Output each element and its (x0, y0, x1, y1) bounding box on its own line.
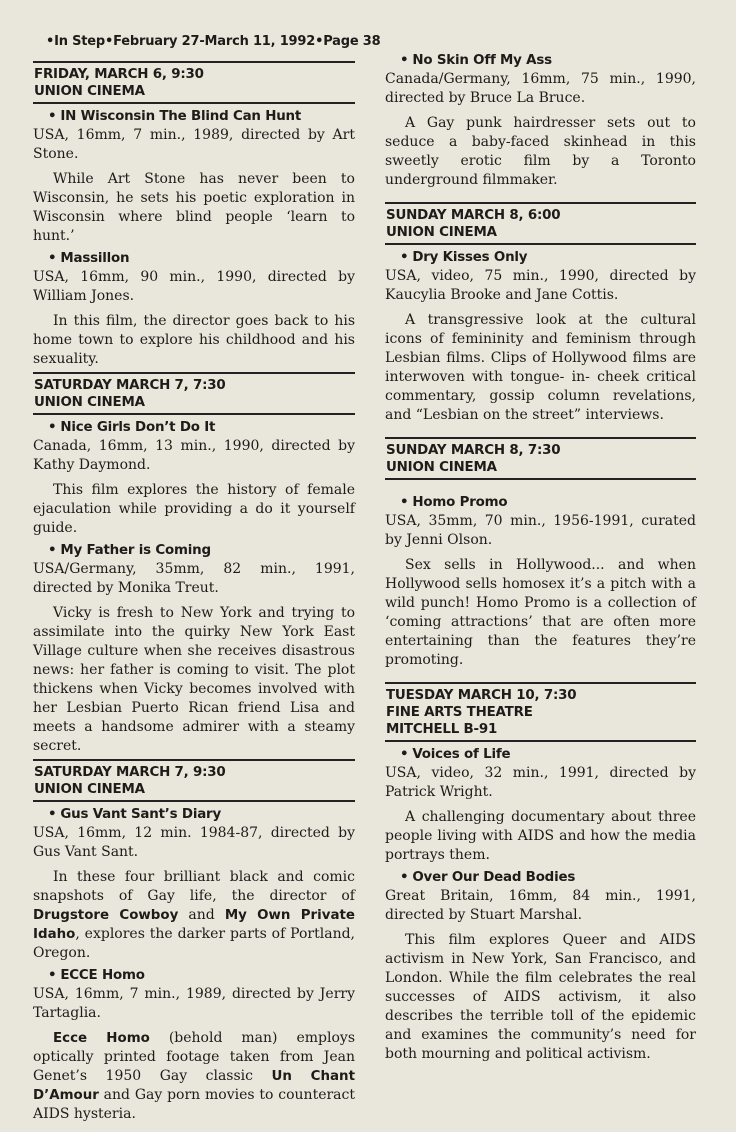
section-date: SATURDAY MARCH 7, 7:30 (34, 378, 226, 393)
film-title: • Nice Girls Don’t Do It (48, 420, 216, 435)
film-details: USA, 16mm, 12 min. 1984-87, directed by Gus Vant Sant. (33, 825, 355, 860)
section-date: SATURDAY MARCH 7, 9:30 (34, 765, 226, 780)
film-description: A challenging documentary about three people living with AIDS and how the media portrays them. (385, 809, 696, 863)
page-header: •In Step•February 27-March 11, 1992•Page 38 (46, 34, 381, 49)
section-venue: FINE ARTS THEATRE (386, 705, 533, 720)
section-header (33, 759, 355, 802)
desc-text: and (178, 907, 225, 923)
film-description: Vicky is fresh to New York and trying to assimilate into the quirky New York East Village culture when she receives disastrous news: her father is coming to visit. The plot thickens when Vicky becomes involved with her Lesbian Puerto Rican friend Lisa and meets a handsome admirer with a steamy secret. (33, 605, 355, 754)
film-details: USA, 16mm, 90 min., 1990, directed by William Jones. (33, 269, 355, 304)
film-title-text: My Father is Coming (60, 543, 211, 558)
film-reference: Drugstore Cowboy (33, 908, 179, 923)
film-description: This film explores Queer and AIDS activism in New York, San Francisco, and London. While the film celebrates the real successes of AIDS activism, it also describes the terrible toll of the epidemic and examines the community’s need for both mourning and political activism. (385, 932, 696, 1062)
section-header (385, 202, 696, 245)
section-header (33, 61, 355, 104)
film-title-text: Massillon (60, 251, 130, 266)
section-header (385, 682, 696, 742)
film-title-text: Dry Kisses Only (412, 250, 528, 265)
film-title: • Homo Promo (400, 495, 508, 510)
section-venue: UNION CINEMA (34, 395, 145, 410)
section-header (385, 437, 696, 480)
film-title: • Massillon (48, 251, 130, 266)
film-title: • Gus Vant Sant’s Diary (48, 807, 221, 822)
right-column (385, 50, 696, 1064)
film-details: USA, 16mm, 7 min., 1989, directed by Art Stone. (33, 127, 355, 162)
section-venue: UNION CINEMA (34, 782, 145, 797)
film-description: A transgressive look at the cultural icons of femininity and feminism through Lesbian films. Clips of Hollywood films are interwoven with tongue- in- cheek critical commentary, gossip column revelations, and “Lesbian on the street” interviews. (385, 312, 696, 423)
section-date: SUNDAY MARCH 8, 7:30 (386, 443, 561, 458)
film-description: In this film, the director goes back to his home town to explore his childhood and his sexuality. (33, 313, 355, 367)
film-details: Canada/Germany, 16mm, 75 min., 1990, directed by Bruce La Bruce. (385, 71, 696, 106)
film-description: While Art Stone has never been to Wisconsin, he sets his poetic exploration in Wisconsin where blind people ‘learn to hunt.’ (33, 171, 355, 244)
film-details: USA/Germany, 35mm, 82 min., 1991, directed by Monika Treut. (33, 561, 355, 596)
section-date: FRIDAY, MARCH 6, 9:30 (34, 67, 204, 82)
section-venue: UNION CINEMA (386, 460, 497, 475)
section-date: SUNDAY MARCH 8, 6:00 (386, 208, 561, 223)
film-title: • My Father is Coming (48, 543, 211, 558)
desc-text: , explores the darker parts of Portland, Oregon. (33, 926, 355, 961)
section-venue: UNION CINEMA (34, 84, 145, 99)
film-title-text: Homo Promo (412, 495, 508, 510)
film-details: Great Britain, 16mm, 84 min., 1991, directed by Stuart Marshal. (385, 888, 696, 923)
film-reference: Un Chant D’Amour (33, 1069, 355, 1103)
film-title-text: Gus Vant Sant’s Diary (60, 807, 221, 822)
film-description (33, 868, 355, 963)
film-description: Sex sells in Hollywood... and when Hollywood sells homosex it’s a pitch with a wild punch! Homo Promo is a collection of ‘coming attractions’ that are often more entertaining than the features they’re promoting. (385, 557, 696, 668)
film-title: • No Skin Off My Ass (400, 53, 552, 68)
film-reference: Ecce Homo (53, 1031, 150, 1046)
film-details: USA, video, 75 min., 1990, directed by Kaucylia Brooke and Jane Cottis. (385, 268, 696, 303)
left-column (33, 58, 355, 1124)
film-details: Canada, 16mm, 13 min., 1990, directed by Kathy Daymond. (33, 438, 355, 473)
film-description: A Gay punk hairdresser sets out to seduce a baby-faced skinhead in this sweetly erotic film by a Toronto underground filmmaker. (385, 115, 696, 188)
film-title: • Over Our Dead Bodies (400, 870, 576, 885)
section-venue: UNION CINEMA (386, 225, 497, 240)
film-title-text: Voices of Life (412, 747, 511, 762)
film-description (33, 1029, 355, 1124)
section-room: MITCHELL B-91 (386, 722, 498, 737)
film-title: • ECCE Homo (48, 968, 145, 983)
desc-text: and Gay porn movies to counteract AIDS hysteria. (33, 1087, 355, 1122)
film-title: • Dry Kisses Only (400, 250, 528, 265)
film-title: • Voices of Life (400, 747, 511, 762)
film-title-text: IN Wisconsin The Blind Can Hunt (60, 109, 302, 124)
film-details: USA, 35mm, 70 min., 1956-1991, curated by Jenni Olson. (385, 513, 696, 548)
film-title-text: No Skin Off My Ass (412, 53, 552, 68)
section-date: TUESDAY MARCH 10, 7:30 (386, 688, 577, 703)
section-header (33, 372, 355, 415)
film-details: USA, 16mm, 7 min., 1989, directed by Jerry Tartaglia. (33, 986, 355, 1021)
film-title: • IN Wisconsin The Blind Can Hunt (48, 109, 302, 124)
film-title-text: Nice Girls Don’t Do It (60, 420, 216, 435)
film-title-text: ECCE Homo (60, 968, 145, 983)
film-title-text: Over Our Dead Bodies (412, 870, 576, 885)
film-details: USA, video, 32 min., 1991, directed by Patrick Wright. (385, 765, 696, 800)
desc-text: (behold man) employs optically printed footage taken from Jean Genet’s 1950 Gay classic (33, 1030, 355, 1084)
desc-text: In these four brilliant black and comic snapshots of Gay life, the director of (33, 869, 355, 904)
film-reference: My Own Private Idaho (33, 908, 356, 942)
film-description: This film explores the history of female ejaculation while providing a do it yourself guide. (33, 482, 355, 536)
